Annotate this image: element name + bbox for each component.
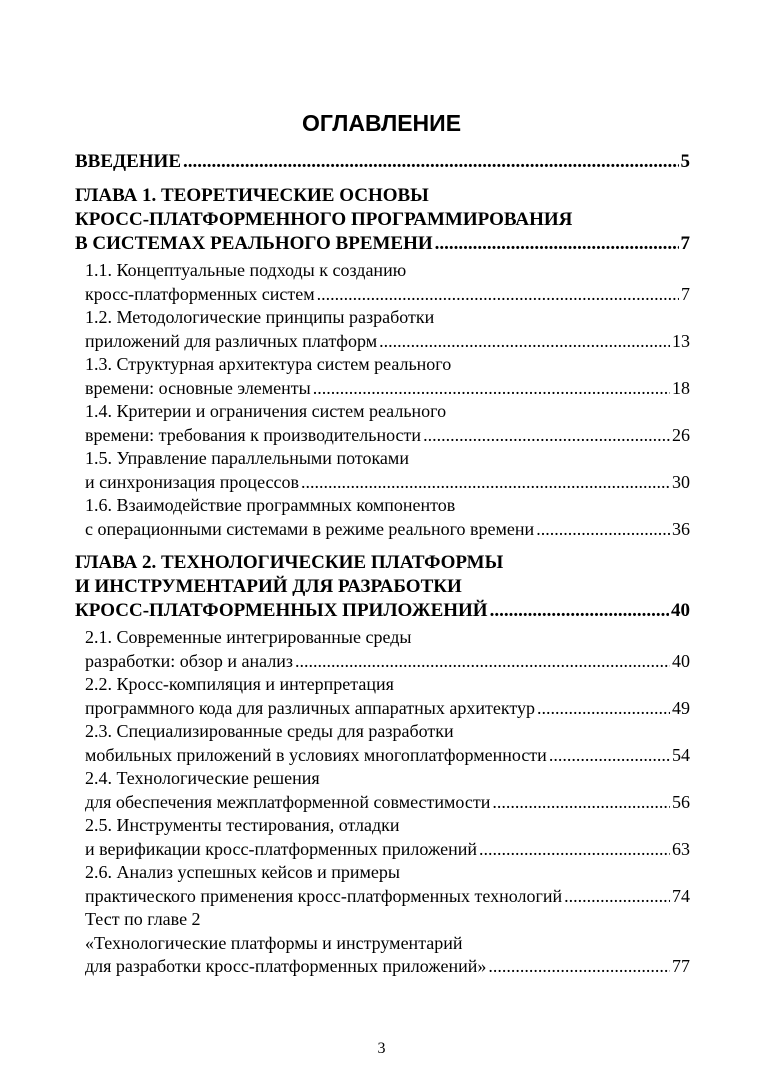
section-title-line: 1.2. Методологические принципы разработки (85, 307, 435, 327)
dot-leader (536, 518, 670, 542)
dot-leader (537, 697, 670, 721)
toc-entry-title: ВВЕДЕНИЕ (75, 151, 181, 172)
section-title-line: 2.6. Анализ успешных кейсов и примеры (85, 862, 400, 882)
toc-entry-chapter-2[interactable] (75, 551, 690, 623)
toc-entry-line (85, 791, 690, 815)
section-title-line: 1.6. Взаимодействие программных компонентов (85, 495, 456, 515)
toc-page-number: 36 (672, 518, 690, 539)
toc-entry-line (85, 885, 690, 909)
toc-page-number: 5 (680, 151, 690, 172)
toc-entry-line (85, 838, 690, 862)
toc-entry-line (75, 232, 690, 256)
section-title-line: времени: основные элементы (85, 377, 311, 398)
chapter-title-line: КРОСС-ПЛАТФОРМЕННЫХ ПРИЛОЖЕНИЙ (75, 600, 488, 621)
toc-entry-section-2-1[interactable] (75, 626, 690, 673)
toc-page-number: 13 (672, 330, 690, 351)
section-title-line: практического применения кросс-платформенных технологий (85, 885, 563, 906)
toc-entry-line (85, 424, 690, 448)
toc-page-number: 56 (672, 791, 690, 812)
toc-entry-section-2-3[interactable] (75, 720, 690, 767)
toc-entry-line (85, 471, 690, 495)
section-title-line: 2.3. Специализированные среды для разработки (85, 721, 454, 741)
section-title-line: для обеспечения межплатформенной совместимости (85, 791, 491, 812)
chapter-title-line: И ИНСТРУМЕНТАРИЙ ДЛЯ РАЗРАБОТКИ (75, 576, 462, 597)
chapter-title-line: КРОСС-ПЛАТФОРМЕННОГО ПРОГРАММИРОВАНИЯ (75, 209, 573, 230)
section-title-line: программного кода для различных аппаратных архитектур (85, 697, 535, 718)
toc-entry-line (85, 697, 690, 721)
chapter-title-line: ГЛАВА 2. ТЕХНОЛОГИЧЕСКИЕ ПЛАТФОРМЫ (75, 552, 504, 573)
toc-page-number: 7 (680, 233, 690, 254)
toc-entry-line (75, 599, 690, 623)
dot-leader (423, 424, 670, 448)
toc-entry-line (85, 377, 690, 401)
toc-entry-line (85, 283, 690, 307)
toc-entry-intro[interactable] (75, 150, 690, 174)
toc-page-number: 30 (672, 471, 690, 492)
dot-leader (379, 330, 670, 354)
dot-leader (490, 599, 669, 623)
dot-leader (435, 232, 679, 256)
toc-page-number: 40 (672, 650, 690, 671)
toc-entry-section-2-2[interactable] (75, 673, 690, 720)
toc-page-number: 26 (672, 424, 690, 445)
table-of-contents (75, 150, 690, 979)
section-title-line: мобильных приложений в условиях многоплатформенности (85, 744, 547, 765)
section-title-line: с операционными системами в режиме реального времени (85, 518, 535, 539)
page-number: 3 (377, 1040, 386, 1057)
section-title-line: приложений для различных платформ (85, 330, 378, 351)
section-title-line: Тест по главе 2 (85, 909, 201, 929)
dot-leader (492, 791, 670, 815)
dot-leader (183, 150, 679, 174)
section-title-line: 2.2. Кросс-компиляция и интерпретация (85, 674, 394, 694)
toc-page-number: 77 (672, 956, 690, 976)
toc-page-number: 54 (672, 744, 690, 765)
section-title-line: 2.4. Технологические решения (85, 768, 320, 788)
toc-entry-section-1-3[interactable] (75, 353, 690, 400)
section-title-line: кросс-платформенных систем (85, 283, 315, 304)
chapter-title-line: В СИСТЕМАХ РЕАЛЬНОГО ВРЕМЕНИ (75, 233, 433, 254)
section-title-line: времени: требования к производительности (85, 424, 422, 445)
section-title-line: 2.1. Современные интегрированные среды (85, 627, 412, 647)
section-title-line: 1.1. Концептуальные подходы к созданию (85, 260, 407, 280)
chapter-2-sections (75, 626, 690, 979)
dot-leader (317, 283, 679, 307)
section-title-line: 2.5. Инструменты тестирования, отладки (85, 815, 400, 835)
toc-page-number: 63 (672, 838, 690, 859)
toc-entry-section-1-6[interactable] (75, 494, 690, 541)
toc-entry-line (85, 955, 690, 979)
chapter-1-sections (75, 259, 690, 541)
toc-page-number: 74 (672, 885, 690, 906)
toc-entry-section-1-5[interactable] (75, 447, 690, 494)
dot-leader (488, 955, 670, 979)
toc-entry-line (85, 650, 690, 674)
toc-entry-line (85, 744, 690, 768)
section-title-line: 1.3. Структурная архитектура систем реального (85, 354, 452, 374)
toc-entry-section-1-1[interactable] (75, 259, 690, 306)
dot-leader (549, 744, 670, 768)
toc-entry-line (85, 330, 690, 354)
section-title-line: разработки: обзор и анализ (85, 650, 294, 671)
page-title: ОГЛАВЛЕНИЕ (301, 110, 462, 136)
dot-leader (479, 838, 670, 862)
toc-page-number: 40 (671, 600, 690, 621)
toc-entry-section-2-6[interactable] (75, 861, 690, 908)
toc-entry-section-2-5[interactable] (75, 814, 690, 861)
toc-entry-section-2-4[interactable] (75, 767, 690, 814)
section-title-line: для разработки кросс-платформенных приложений» (85, 956, 487, 976)
chapter-title-line: ГЛАВА 1. ТЕОРЕТИЧЕСКИЕ ОСНОВЫ (75, 185, 429, 206)
section-title-line: 1.5. Управление параллельными потоками (85, 448, 409, 468)
toc-entry-chapter-2-test[interactable] (75, 908, 690, 979)
section-title-line: и синхронизация процессов (85, 471, 299, 492)
toc-page-number: 49 (672, 697, 690, 718)
toc-entry-line (85, 518, 690, 542)
dot-leader (564, 885, 670, 909)
dot-leader (295, 650, 670, 674)
section-title-line: 1.4. Критерии и ограничения систем реального (85, 401, 447, 421)
dot-leader (301, 471, 670, 495)
section-title-line: и верификации кросс-платформенных приложений (85, 838, 477, 859)
dot-leader (313, 377, 670, 401)
toc-entry-line (75, 150, 690, 174)
toc-page-number: 18 (672, 377, 690, 398)
section-title-line: «Технологические платформы и инструментарий (85, 932, 463, 953)
toc-entry-section-1-2[interactable] (75, 306, 690, 353)
toc-entry-section-1-4[interactable] (75, 400, 690, 447)
toc-entry-chapter-1[interactable] (75, 184, 690, 256)
toc-page-number: 7 (681, 283, 690, 304)
